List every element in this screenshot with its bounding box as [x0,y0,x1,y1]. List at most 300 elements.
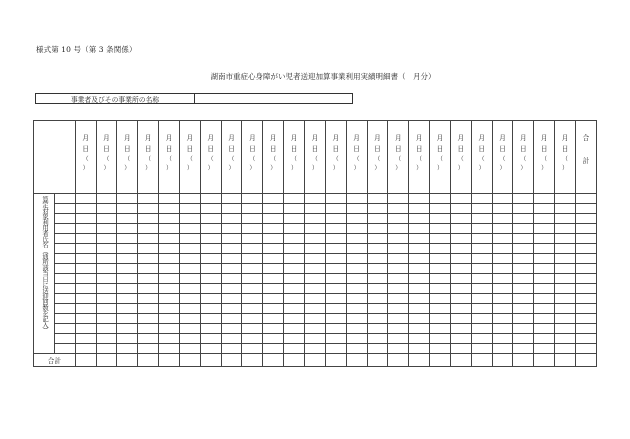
trip-count-cell[interactable] [200,324,221,334]
trip-count-cell[interactable] [179,214,200,224]
row-total-cell[interactable] [575,344,596,354]
trip-count-cell[interactable] [179,294,200,304]
trip-count-cell[interactable] [96,204,117,214]
trip-count-cell[interactable] [388,264,409,274]
trip-count-cell[interactable] [492,294,513,304]
trip-count-cell[interactable] [346,274,367,284]
trip-count-cell[interactable] [242,244,263,254]
trip-count-cell[interactable] [284,244,305,254]
column-total-cell[interactable] [284,354,305,367]
trip-count-cell[interactable] [513,344,534,354]
trip-count-cell[interactable] [367,344,388,354]
trip-count-cell[interactable] [284,314,305,324]
trip-count-cell[interactable] [388,314,409,324]
trip-count-cell[interactable] [555,294,576,304]
trip-count-cell[interactable] [221,284,242,294]
user-name-cell[interactable] [54,284,75,294]
trip-count-cell[interactable] [534,264,555,274]
column-total-cell[interactable] [179,354,200,367]
trip-count-cell[interactable] [96,244,117,254]
trip-count-cell[interactable] [75,284,96,294]
trip-count-cell[interactable] [513,334,534,344]
trip-count-cell[interactable] [138,314,159,324]
column-total-cell[interactable] [200,354,221,367]
trip-count-cell[interactable] [388,194,409,204]
trip-count-cell[interactable] [555,264,576,274]
trip-count-cell[interactable] [534,194,555,204]
trip-count-cell[interactable] [450,204,471,214]
trip-count-cell[interactable] [555,334,576,344]
trip-count-cell[interactable] [367,204,388,214]
row-total-cell[interactable] [575,324,596,334]
trip-count-cell[interactable] [284,214,305,224]
trip-count-cell[interactable] [534,224,555,234]
row-total-cell[interactable] [575,224,596,234]
trip-count-cell[interactable] [304,254,325,264]
trip-count-cell[interactable] [471,264,492,274]
trip-count-cell[interactable] [534,214,555,224]
trip-count-cell[interactable] [430,314,451,324]
trip-count-cell[interactable] [304,234,325,244]
trip-count-cell[interactable] [513,234,534,244]
trip-count-cell[interactable] [96,254,117,264]
trip-count-cell[interactable] [346,224,367,234]
trip-count-cell[interactable] [325,244,346,254]
trip-count-cell[interactable] [409,214,430,224]
trip-count-cell[interactable] [96,304,117,314]
trip-count-cell[interactable] [409,314,430,324]
trip-count-cell[interactable] [304,244,325,254]
trip-count-cell[interactable] [117,224,138,234]
trip-count-cell[interactable] [263,314,284,324]
trip-count-cell[interactable] [388,224,409,234]
column-total-cell[interactable] [492,354,513,367]
trip-count-cell[interactable] [450,224,471,234]
trip-count-cell[interactable] [513,194,534,204]
trip-count-cell[interactable] [96,324,117,334]
row-total-cell[interactable] [575,264,596,274]
trip-count-cell[interactable] [263,274,284,284]
trip-count-cell[interactable] [534,244,555,254]
trip-count-cell[interactable] [513,304,534,314]
trip-count-cell[interactable] [96,284,117,294]
trip-count-cell[interactable] [96,194,117,204]
trip-count-cell[interactable] [138,344,159,354]
trip-count-cell[interactable] [409,244,430,254]
trip-count-cell[interactable] [534,254,555,264]
trip-count-cell[interactable] [388,244,409,254]
trip-count-cell[interactable] [159,304,180,314]
trip-count-cell[interactable] [284,234,305,244]
trip-count-cell[interactable] [409,264,430,274]
trip-count-cell[interactable] [221,344,242,354]
trip-count-cell[interactable] [430,244,451,254]
trip-count-cell[interactable] [325,304,346,314]
trip-count-cell[interactable] [367,194,388,204]
trip-count-cell[interactable] [450,324,471,334]
trip-count-cell[interactable] [492,334,513,344]
trip-count-cell[interactable] [284,334,305,344]
column-total-cell[interactable] [304,354,325,367]
user-name-cell[interactable] [54,304,75,314]
trip-count-cell[interactable] [200,294,221,304]
trip-count-cell[interactable] [325,194,346,204]
trip-count-cell[interactable] [284,254,305,264]
trip-count-cell[interactable] [450,274,471,284]
trip-count-cell[interactable] [325,314,346,324]
trip-count-cell[interactable] [263,194,284,204]
trip-count-cell[interactable] [534,234,555,244]
trip-count-cell[interactable] [117,204,138,214]
trip-count-cell[interactable] [325,204,346,214]
trip-count-cell[interactable] [555,214,576,224]
user-name-cell[interactable] [54,214,75,224]
column-total-cell[interactable] [346,354,367,367]
trip-count-cell[interactable] [138,234,159,244]
trip-count-cell[interactable] [242,194,263,204]
trip-count-cell[interactable] [513,274,534,284]
trip-count-cell[interactable] [138,334,159,344]
trip-count-cell[interactable] [555,304,576,314]
trip-count-cell[interactable] [388,234,409,244]
trip-count-cell[interactable] [200,234,221,244]
trip-count-cell[interactable] [409,304,430,314]
trip-count-cell[interactable] [346,254,367,264]
trip-count-cell[interactable] [96,224,117,234]
trip-count-cell[interactable] [450,214,471,224]
trip-count-cell[interactable] [409,254,430,264]
trip-count-cell[interactable] [555,314,576,324]
trip-count-cell[interactable] [117,214,138,224]
trip-count-cell[interactable] [117,304,138,314]
trip-count-cell[interactable] [388,254,409,264]
user-name-cell[interactable] [54,234,75,244]
trip-count-cell[interactable] [346,324,367,334]
trip-count-cell[interactable] [200,244,221,254]
trip-count-cell[interactable] [534,204,555,214]
trip-count-cell[interactable] [75,254,96,264]
trip-count-cell[interactable] [534,334,555,344]
trip-count-cell[interactable] [138,194,159,204]
trip-count-cell[interactable] [242,284,263,294]
trip-count-cell[interactable] [138,224,159,234]
trip-count-cell[interactable] [221,264,242,274]
trip-count-cell[interactable] [179,224,200,234]
trip-count-cell[interactable] [409,234,430,244]
trip-count-cell[interactable] [117,334,138,344]
trip-count-cell[interactable] [367,294,388,304]
trip-count-cell[interactable] [117,314,138,324]
trip-count-cell[interactable] [492,234,513,244]
column-total-cell[interactable] [221,354,242,367]
column-total-cell[interactable] [325,354,346,367]
trip-count-cell[interactable] [75,324,96,334]
trip-count-cell[interactable] [346,264,367,274]
column-total-cell[interactable] [534,354,555,367]
trip-count-cell[interactable] [325,294,346,304]
trip-count-cell[interactable] [117,274,138,284]
trip-count-cell[interactable] [159,284,180,294]
trip-count-cell[interactable] [492,304,513,314]
trip-count-cell[interactable] [179,324,200,334]
trip-count-cell[interactable] [304,284,325,294]
trip-count-cell[interactable] [325,264,346,274]
trip-count-cell[interactable] [325,274,346,284]
trip-count-cell[interactable] [263,294,284,304]
user-name-cell[interactable] [54,224,75,234]
trip-count-cell[interactable] [492,254,513,264]
trip-count-cell[interactable] [242,324,263,334]
trip-count-cell[interactable] [200,334,221,344]
trip-count-cell[interactable] [346,294,367,304]
trip-count-cell[interactable] [138,284,159,294]
trip-count-cell[interactable] [179,254,200,264]
trip-count-cell[interactable] [284,284,305,294]
trip-count-cell[interactable] [534,274,555,284]
trip-count-cell[interactable] [555,254,576,264]
trip-count-cell[interactable] [284,274,305,284]
column-total-cell[interactable] [138,354,159,367]
column-total-cell[interactable] [409,354,430,367]
trip-count-cell[interactable] [513,264,534,274]
trip-count-cell[interactable] [471,294,492,304]
trip-count-cell[interactable] [346,344,367,354]
column-total-cell[interactable] [75,354,96,367]
trip-count-cell[interactable] [430,324,451,334]
trip-count-cell[interactable] [409,274,430,284]
trip-count-cell[interactable] [221,294,242,304]
trip-count-cell[interactable] [159,254,180,264]
trip-count-cell[interactable] [450,284,471,294]
trip-count-cell[interactable] [75,344,96,354]
trip-count-cell[interactable] [430,214,451,224]
trip-count-cell[interactable] [117,244,138,254]
trip-count-cell[interactable] [221,254,242,264]
trip-count-cell[interactable] [492,324,513,334]
trip-count-cell[interactable] [117,194,138,204]
trip-count-cell[interactable] [179,274,200,284]
trip-count-cell[interactable] [242,254,263,264]
trip-count-cell[interactable] [409,334,430,344]
trip-count-cell[interactable] [325,344,346,354]
trip-count-cell[interactable] [242,224,263,234]
column-total-cell[interactable] [555,354,576,367]
trip-count-cell[interactable] [242,264,263,274]
trip-count-cell[interactable] [513,284,534,294]
trip-count-cell[interactable] [159,224,180,234]
trip-count-cell[interactable] [284,294,305,304]
trip-count-cell[interactable] [534,324,555,334]
trip-count-cell[interactable] [159,194,180,204]
trip-count-cell[interactable] [179,314,200,324]
trip-count-cell[interactable] [221,224,242,234]
trip-count-cell[interactable] [159,294,180,304]
trip-count-cell[interactable] [179,264,200,274]
trip-count-cell[interactable] [492,284,513,294]
trip-count-cell[interactable] [367,234,388,244]
trip-count-cell[interactable] [492,274,513,284]
trip-count-cell[interactable] [200,214,221,224]
user-name-cell[interactable] [54,244,75,254]
trip-count-cell[interactable] [284,344,305,354]
row-total-cell[interactable] [575,274,596,284]
trip-count-cell[interactable] [263,284,284,294]
trip-count-cell[interactable] [200,204,221,214]
trip-count-cell[interactable] [325,224,346,234]
trip-count-cell[interactable] [75,294,96,304]
trip-count-cell[interactable] [263,254,284,264]
trip-count-cell[interactable] [430,234,451,244]
trip-count-cell[interactable] [555,344,576,354]
trip-count-cell[interactable] [450,264,471,274]
trip-count-cell[interactable] [242,294,263,304]
trip-count-cell[interactable] [304,224,325,234]
row-total-cell[interactable] [575,304,596,314]
trip-count-cell[interactable] [513,294,534,304]
provider-name-field[interactable] [195,94,352,103]
row-total-cell[interactable] [575,254,596,264]
trip-count-cell[interactable] [430,334,451,344]
trip-count-cell[interactable] [555,274,576,284]
trip-count-cell[interactable] [304,344,325,354]
row-total-cell[interactable] [575,214,596,224]
trip-count-cell[interactable] [471,244,492,254]
trip-count-cell[interactable] [284,224,305,234]
trip-count-cell[interactable] [450,294,471,304]
trip-count-cell[interactable] [221,244,242,254]
trip-count-cell[interactable] [117,234,138,244]
trip-count-cell[interactable] [471,324,492,334]
trip-count-cell[interactable] [263,244,284,254]
trip-count-cell[interactable] [430,274,451,284]
trip-count-cell[interactable] [200,194,221,204]
trip-count-cell[interactable] [159,324,180,334]
trip-count-cell[interactable] [304,324,325,334]
trip-count-cell[interactable] [179,334,200,344]
user-name-cell[interactable] [54,264,75,274]
trip-count-cell[interactable] [117,254,138,264]
trip-count-cell[interactable] [75,314,96,324]
trip-count-cell[interactable] [200,224,221,234]
column-total-cell[interactable] [450,354,471,367]
trip-count-cell[interactable] [96,214,117,224]
trip-count-cell[interactable] [75,234,96,244]
trip-count-cell[interactable] [159,334,180,344]
trip-count-cell[interactable] [96,294,117,304]
trip-count-cell[interactable] [117,284,138,294]
trip-count-cell[interactable] [221,314,242,324]
trip-count-cell[interactable] [159,344,180,354]
trip-count-cell[interactable] [430,254,451,264]
trip-count-cell[interactable] [304,314,325,324]
user-name-cell[interactable] [54,274,75,284]
trip-count-cell[interactable] [284,324,305,334]
trip-count-cell[interactable] [179,194,200,204]
trip-count-cell[interactable] [75,244,96,254]
trip-count-cell[interactable] [367,224,388,234]
trip-count-cell[interactable] [388,214,409,224]
trip-count-cell[interactable] [367,334,388,344]
trip-count-cell[interactable] [117,294,138,304]
trip-count-cell[interactable] [492,314,513,324]
trip-count-cell[interactable] [450,254,471,264]
trip-count-cell[interactable] [534,344,555,354]
trip-count-cell[interactable] [430,224,451,234]
trip-count-cell[interactable] [138,304,159,314]
trip-count-cell[interactable] [242,314,263,324]
trip-count-cell[interactable] [367,244,388,254]
row-total-cell[interactable] [575,204,596,214]
trip-count-cell[interactable] [450,234,471,244]
column-total-cell[interactable] [242,354,263,367]
row-total-cell[interactable] [575,294,596,304]
trip-count-cell[interactable] [492,224,513,234]
trip-count-cell[interactable] [75,264,96,274]
trip-count-cell[interactable] [284,304,305,314]
column-total-cell[interactable] [117,354,138,367]
trip-count-cell[interactable] [346,334,367,344]
trip-count-cell[interactable] [325,214,346,224]
trip-count-cell[interactable] [471,204,492,214]
trip-count-cell[interactable] [304,304,325,314]
trip-count-cell[interactable] [346,194,367,204]
trip-count-cell[interactable] [263,344,284,354]
trip-count-cell[interactable] [367,314,388,324]
column-total-cell[interactable] [471,354,492,367]
trip-count-cell[interactable] [159,314,180,324]
trip-count-cell[interactable] [513,314,534,324]
trip-count-cell[interactable] [534,284,555,294]
trip-count-cell[interactable] [346,284,367,294]
trip-count-cell[interactable] [450,194,471,204]
trip-count-cell[interactable] [221,214,242,224]
trip-count-cell[interactable] [450,334,471,344]
trip-count-cell[interactable] [346,214,367,224]
trip-count-cell[interactable] [304,294,325,304]
trip-count-cell[interactable] [555,324,576,334]
trip-count-cell[interactable] [138,324,159,334]
trip-count-cell[interactable] [471,344,492,354]
trip-count-cell[interactable] [179,284,200,294]
trip-count-cell[interactable] [284,194,305,204]
trip-count-cell[interactable] [242,234,263,244]
trip-count-cell[interactable] [179,244,200,254]
trip-count-cell[interactable] [325,324,346,334]
trip-count-cell[interactable] [325,254,346,264]
trip-count-cell[interactable] [471,274,492,284]
trip-count-cell[interactable] [388,344,409,354]
trip-count-cell[interactable] [367,214,388,224]
trip-count-cell[interactable] [75,194,96,204]
trip-count-cell[interactable] [367,274,388,284]
trip-count-cell[interactable] [242,344,263,354]
trip-count-cell[interactable] [96,234,117,244]
column-total-cell[interactable] [513,354,534,367]
trip-count-cell[interactable] [96,344,117,354]
trip-count-cell[interactable] [471,284,492,294]
trip-count-cell[interactable] [346,244,367,254]
trip-count-cell[interactable] [492,214,513,224]
trip-count-cell[interactable] [346,304,367,314]
trip-count-cell[interactable] [96,274,117,284]
trip-count-cell[interactable] [159,274,180,284]
trip-count-cell[interactable] [200,274,221,284]
trip-count-cell[interactable] [263,224,284,234]
user-name-cell[interactable] [54,344,75,354]
trip-count-cell[interactable] [471,254,492,264]
trip-count-cell[interactable] [450,244,471,254]
trip-count-cell[interactable] [471,334,492,344]
